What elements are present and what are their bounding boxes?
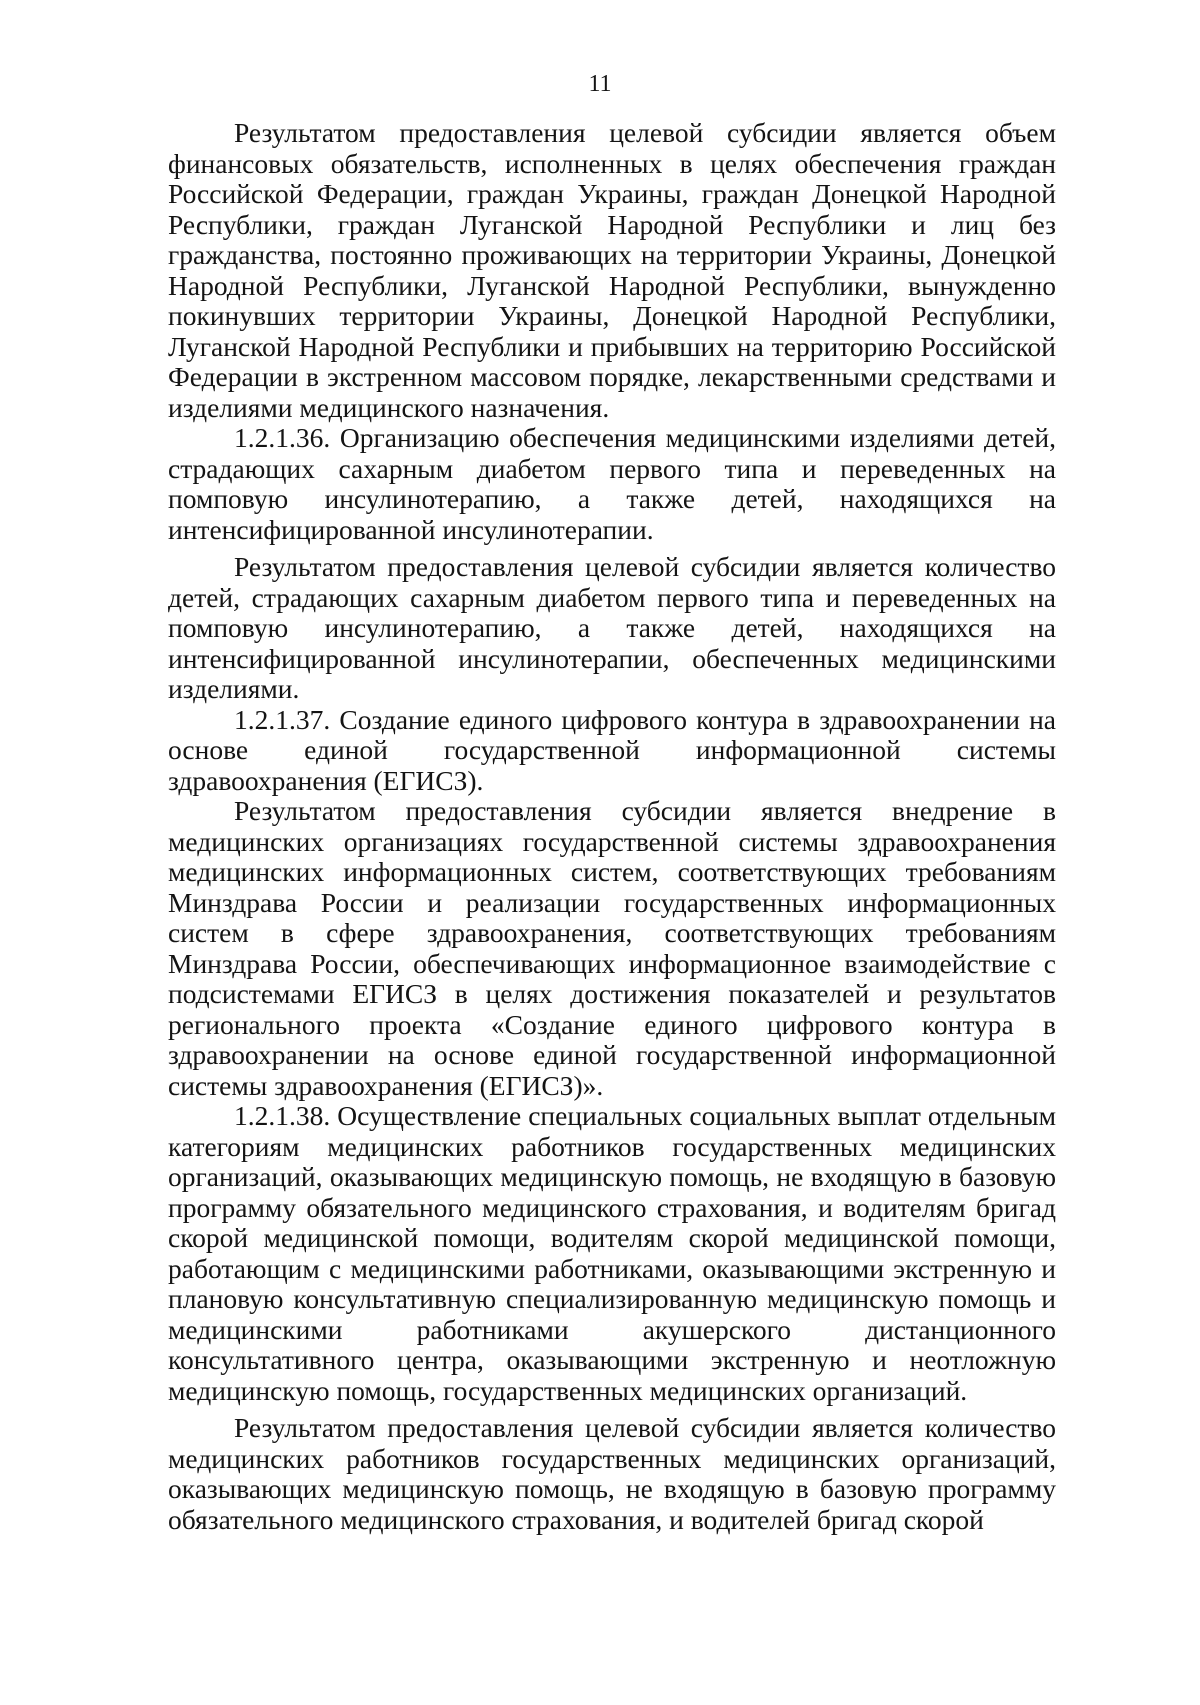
paragraph-result-medical-workers-count: Результатом предоставления целевой субсидии является количество медицинских работников государственных медицинских организаций, оказывающих медицинскую помощь, не входящую в базовую программу обязательного медицинского страхования, и водителей бригад скорой — [168, 1412, 1056, 1535]
paragraph-item-1-2-1-36: 1.2.1.36. Организацию обеспечения медицинскими изделиями детей, страдающих сахарным диабетом первого типа и переведенных на помповую инсулинотерапию, а также детей, находящихся на интенсифицированной инсулинотерапии. — [168, 422, 1056, 545]
page-number: 11 — [588, 71, 612, 97]
paragraph-result-financial-obligations: Результатом предоставления целевой субсидии является объем финансовых обязательств, исполненных в целях обеспечения граждан Российской Федерации, граждан Украины, граждан Донецкой Народной Республики, граждан Луганской Народной Республики и лиц без гражданства, постоянно проживающих на территории Украины, Донецкой Народной Республики, Луганской Народной Республики, вынужденно покинувших территории Украины, Донецкой Народной Республики, Луганской Народной Республики и прибывших на территорию Российской Федерации в экстренном массовом порядке, лекарственными средствами и изделиями медицинского назначения. — [168, 117, 1056, 423]
paragraph-result-egisz: Результатом предоставления субсидии является внедрение в медицинских организациях государственной системы здравоохранения медицинских информационных систем, соответствующих требованиям Минздрава России и реализации государственных информационных систем в сфере здравоохранения, соответствующих требованиям Минздрава России, обеспечивающих информационное взаимодействие с подсистемами ЕГИСЗ в целях достижения показателей и результатов регионального проекта «Создание единого цифрового контура в здравоохранении на основе единой государственной информационной системы здравоохранения (ЕГИСЗ)». — [168, 795, 1056, 1101]
document-body — [168, 118, 1056, 1535]
paragraph-item-1-2-1-38: 1.2.1.38. Осуществление специальных социальных выплат отдельным категориям медицинских работников государственных медицинских организаций, оказывающих медицинскую помощь, не входящую в базовую программу обязательного медицинского страхования, и водителям бригад скорой медицинской помощи, водителям скорой медицинской помощи, работающим с медицинскими работниками, оказывающими экстренную и плановую консультативную специализированную медицинскую помощь и медицинскими работниками акушерского дистанционного консультативного центра, оказывающими экстренную и неотложную медицинскую помощь, государственных медицинских организаций. — [168, 1100, 1056, 1406]
paragraph-item-1-2-1-37: 1.2.1.37. Создание единого цифрового контура в здравоохранении на основе единой государственной информационной системы здравоохранения (ЕГИСЗ). — [168, 703, 1056, 796]
paragraph-result-children-count: Результатом предоставления целевой субсидии является количество детей, страдающих сахарным диабетом первого типа и переведенных на помповую инсулинотерапию, а также детей, находящихся на интенсифицированной инсулинотерапии, обеспеченных медицинскими изделиями. — [168, 551, 1056, 704]
